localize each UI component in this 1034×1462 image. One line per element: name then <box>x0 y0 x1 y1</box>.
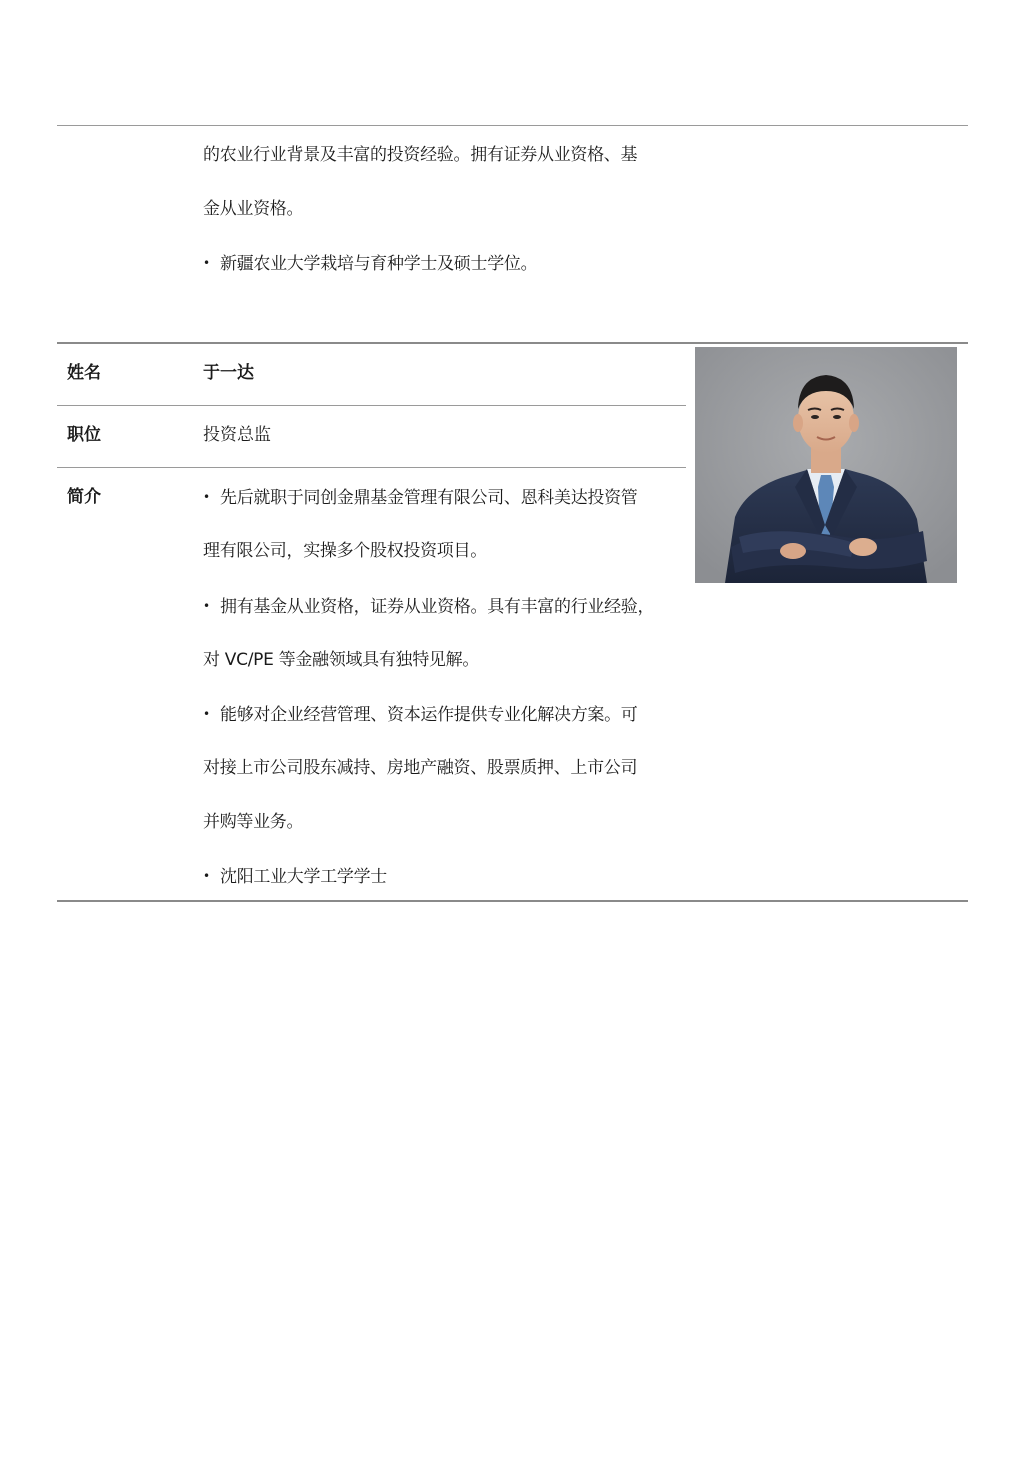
title-value: 投资总监 <box>203 425 271 445</box>
intro-item-education-text: 沈阳工业大学工学学士 <box>220 867 387 887</box>
intro-item-qualification-text: 拥有基金从业资格，证券从业资格。具有丰富的行业经验， <box>220 597 655 617</box>
intro-item-qualification-cont: 对 VC/PE 等金融领域具有独特见解。 <box>203 650 480 670</box>
portrait-illustration <box>695 347 957 583</box>
intro-item-career-text: 先后就职于同创金鼎基金管理有限公司、恩科美达投资管 <box>220 488 638 508</box>
profile-table-top-divider <box>57 342 968 344</box>
name-row-divider <box>57 405 686 406</box>
portrait-photo <box>695 347 957 583</box>
name-label: 姓名 <box>67 363 101 383</box>
title-label: 职位 <box>67 425 101 445</box>
profile-table-bottom-divider <box>57 900 968 902</box>
intro-item-capability <box>203 703 638 726</box>
previous-profile-line-1: 的农业行业背景及丰富的投资经验。拥有证券从业资格、基 <box>203 145 638 165</box>
previous-profile-education-text: 新疆农业大学栽培与育种学士及硕士学位。 <box>220 254 538 274</box>
top-divider <box>57 125 968 126</box>
intro-item-career-cont: 理有限公司，实操多个股权投资项目。 <box>203 541 487 561</box>
intro-item-qualification <box>203 595 654 618</box>
intro-item-education <box>203 865 387 888</box>
name-value: 于一达 <box>203 363 254 383</box>
intro-item-capability-cont-1: 对接上市公司股东减持、房地产融资、股票质押、上市公司 <box>203 758 638 778</box>
intro-item-capability-cont-2: 并购等业务。 <box>203 812 304 832</box>
previous-profile-education <box>203 252 537 275</box>
previous-profile-line-2: 金从业资格。 <box>203 199 304 219</box>
title-row-divider <box>57 467 686 468</box>
intro-label: 简介 <box>67 487 101 507</box>
intro-item-career <box>203 486 638 509</box>
intro-item-capability-text: 能够对企业经营管理、资本运作提供专业化解决方案。可 <box>220 705 638 725</box>
